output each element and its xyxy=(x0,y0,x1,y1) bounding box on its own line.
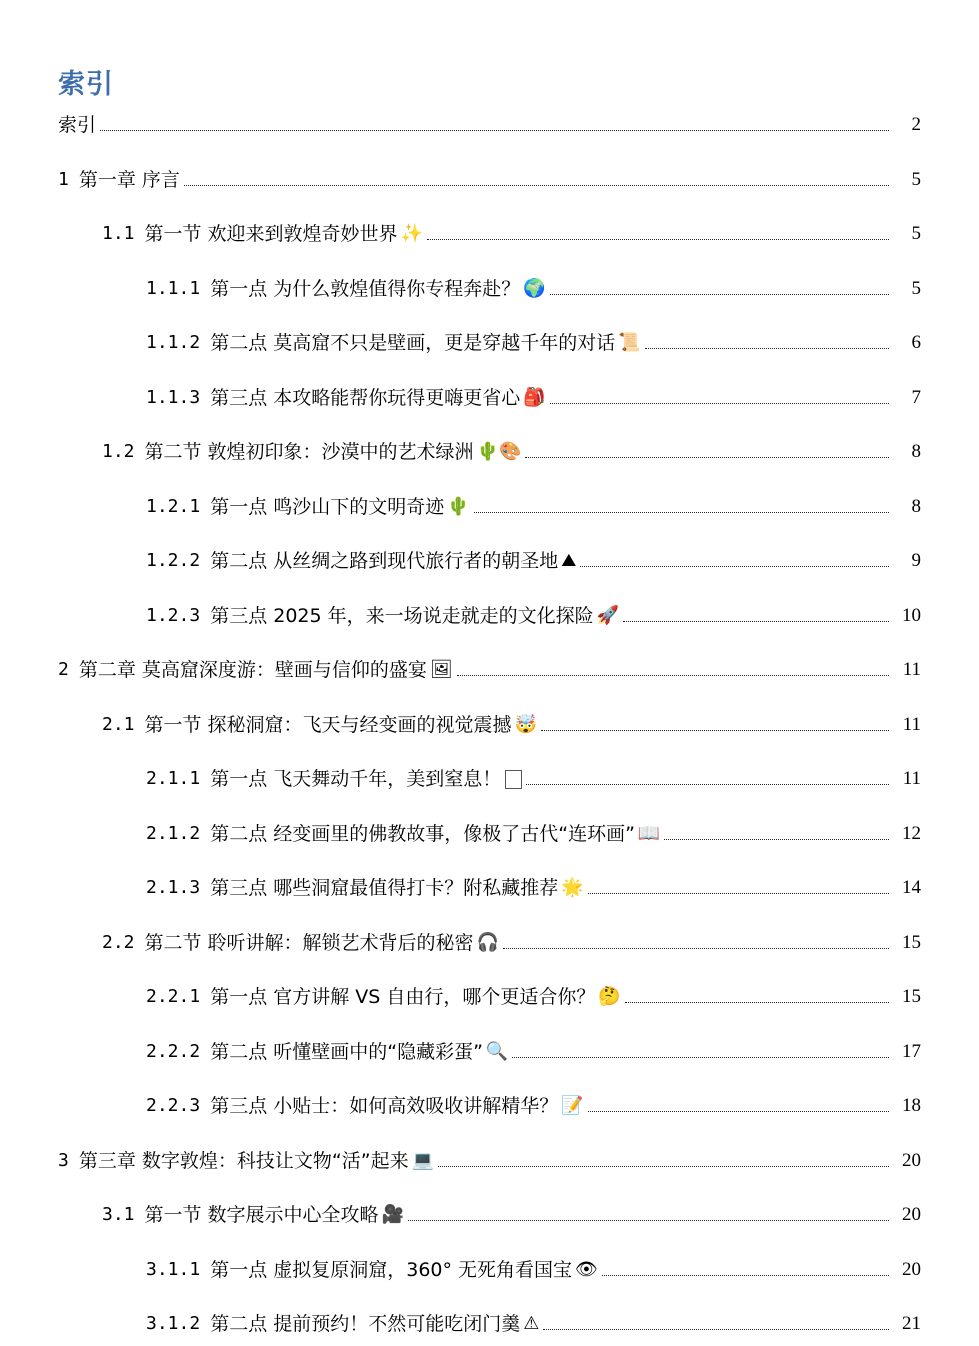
toc-entry[interactable] xyxy=(0,762,979,792)
page-number: 20 xyxy=(902,1258,921,1280)
page-number: 5 xyxy=(911,277,921,299)
toc-entry[interactable] xyxy=(0,817,979,847)
section-title: 第一节 探秘洞窟：飞天与经变画的视觉震撼 xyxy=(144,713,512,736)
page-number: 9 xyxy=(911,550,921,571)
section-title: 第一点 虚拟复原洞窟，360° 无死角看国宝 xyxy=(210,1258,573,1281)
toc-entry[interactable] xyxy=(0,653,979,683)
section-title: 第三章 数字敦煌：科技让文物“活”起来 xyxy=(78,1149,409,1172)
toc-entry-text xyxy=(146,984,621,1010)
page-number: 8 xyxy=(911,495,921,517)
section-number: 1 xyxy=(58,168,69,190)
toc-entry-text xyxy=(146,875,584,901)
section-number: 1.2.3 xyxy=(146,604,201,626)
scroll-icon: 📜 xyxy=(618,332,641,353)
toc-entry-text xyxy=(146,603,619,629)
open-book-icon: 📖 xyxy=(637,822,661,844)
section-title: 第一点 为什么敦煌值得你专程奔赴？ xyxy=(210,277,521,300)
section-number: 2.2.3 xyxy=(146,1095,201,1116)
toc-entry[interactable] xyxy=(0,163,979,193)
section-title: 第一章 序言 xyxy=(78,168,180,191)
toc-entry-text xyxy=(146,276,546,302)
section-title: 第二点 提前预约！不然可能吃闭门羹 xyxy=(210,1313,521,1335)
toc-entry[interactable] xyxy=(0,926,979,956)
page-number: 18 xyxy=(902,1095,921,1116)
toc-entry-text xyxy=(102,712,537,738)
toc-entry[interactable] xyxy=(0,1035,979,1065)
toc-entry-text xyxy=(146,1093,584,1119)
dot-leader xyxy=(645,347,889,349)
toc-entry[interactable] xyxy=(0,544,979,574)
toc-entry-text xyxy=(146,1311,539,1337)
dot-leader xyxy=(580,565,889,567)
section-title: 第三点 小贴士：如何高效吸收讲解精华？ xyxy=(210,1095,559,1117)
page-number: 11 xyxy=(902,659,921,680)
page-number: 17 xyxy=(902,1040,921,1062)
toc-entry-text xyxy=(146,1257,598,1283)
dot-leader xyxy=(602,1274,889,1276)
section-number: 1.1.1 xyxy=(146,277,201,299)
section-title: 第三点 本攻略能帮你玩得更嗨更省心 xyxy=(210,386,521,409)
section-title: 第二点 听懂壁画中的“隐藏彩蛋” xyxy=(210,1040,483,1063)
dot-leader xyxy=(664,838,889,840)
toc-entry[interactable] xyxy=(0,1089,979,1119)
section-title: 第一节 欢迎来到敦煌奇妙世界 xyxy=(144,223,398,245)
dot-leader xyxy=(588,892,889,894)
toc-entry-text xyxy=(146,548,576,574)
framed-picture-icon: 🖼 xyxy=(429,659,453,680)
section-number: 1.2.2 xyxy=(146,550,201,571)
dot-leader xyxy=(541,729,889,731)
toc-entry[interactable] xyxy=(0,326,979,356)
toc-entry[interactable] xyxy=(0,599,979,629)
desert-palette-icon: 🌵🎨 xyxy=(476,441,522,462)
section-title: 第二点 经变画里的佛教故事，像极了古代“连环画” xyxy=(210,822,635,845)
toc-entry-text xyxy=(146,385,546,411)
dot-leader xyxy=(625,1001,889,1003)
eye-icon: 👁 xyxy=(575,1258,598,1280)
dot-leader xyxy=(427,238,889,240)
toc-entry[interactable] xyxy=(0,381,979,411)
section-title: 第二节 聆听讲解：解锁艺术背后的秘密 xyxy=(144,931,474,954)
page-number: 11 xyxy=(902,768,921,789)
dot-leader xyxy=(543,1328,889,1330)
section-number: 1.2 xyxy=(102,441,135,462)
toc-entry-text xyxy=(146,766,522,792)
section-number: 1.2.1 xyxy=(146,495,201,517)
dot-leader xyxy=(457,674,889,676)
section-number: 2.1.3 xyxy=(146,877,201,898)
section-number: 1.1.3 xyxy=(146,386,201,408)
index-title: 索引 xyxy=(58,69,114,100)
page-number: 20 xyxy=(902,1204,921,1225)
page-number: 21 xyxy=(902,1313,921,1334)
section-number: 2.2.1 xyxy=(146,986,201,1007)
toc-entry-text xyxy=(146,821,660,847)
toc-entry-text xyxy=(58,657,453,683)
section-title: 第三点 2025 年，来一场说走就走的文化探险 xyxy=(210,604,594,627)
warning-icon: ⚠ xyxy=(523,1313,540,1334)
backpack-icon: 🎒 xyxy=(523,386,546,408)
page-number: 8 xyxy=(911,441,921,462)
section-title: 第一节 数字展示中心全攻略 xyxy=(144,1204,379,1226)
thinking-face-icon: 🤔 xyxy=(598,986,621,1007)
section-number: 3.1 xyxy=(102,1204,135,1225)
toc-entry[interactable] xyxy=(0,217,979,247)
dot-leader xyxy=(526,783,889,785)
page-number: 15 xyxy=(902,986,921,1007)
section-title: 第一点 官方讲解 VS 自由行，哪个更适合你？ xyxy=(210,986,596,1008)
section-number: 2.2.2 xyxy=(146,1040,201,1062)
dot-leader xyxy=(184,184,889,186)
dot-leader xyxy=(408,1219,889,1221)
dot-leader xyxy=(588,1110,889,1112)
page-number: 14 xyxy=(902,877,921,898)
section-title: 第一点 鸣沙山下的文明奇迹 xyxy=(210,495,445,518)
glowing-star-icon: 🌟 xyxy=(561,877,584,898)
toc-entry[interactable] xyxy=(0,108,979,138)
toc-entry[interactable] xyxy=(0,1198,979,1228)
toc-entry[interactable] xyxy=(0,708,979,738)
toc-entry-text xyxy=(102,930,499,956)
section-title: 第三点 哪些洞窟最值得打卡？附私藏推荐 xyxy=(210,877,559,899)
toc-entry-text xyxy=(146,330,641,356)
section-number: 1.1.2 xyxy=(146,332,201,353)
magnifier-icon: 🔍 xyxy=(485,1040,509,1062)
section-title: 第二节 敦煌初印象：沙漠中的艺术绿洲 xyxy=(144,441,474,463)
movie-camera-icon: 🎥 xyxy=(381,1204,404,1225)
page-number: 7 xyxy=(911,386,921,408)
dot-leader xyxy=(550,293,889,295)
toc-entry-text xyxy=(58,167,180,193)
section-title: 第二点 莫高窟不只是壁画，更是穿越千年的对话 xyxy=(210,332,616,354)
toc-entry[interactable] xyxy=(0,1307,979,1337)
toc-entry-text xyxy=(146,494,470,520)
section-number: 2.2 xyxy=(102,931,135,953)
page-number: 20 xyxy=(902,1149,921,1171)
page-number: 2 xyxy=(911,114,921,135)
dot-leader xyxy=(474,511,889,513)
toc-entry-text xyxy=(58,1148,434,1174)
toc-entry-text xyxy=(102,439,521,465)
section-number: 3 xyxy=(58,1149,69,1171)
page-number: 15 xyxy=(902,931,921,953)
section-number: 3.1.1 xyxy=(146,1258,201,1280)
section-title: 第二章 莫高窟深度游：壁画与信仰的盛宴 xyxy=(78,659,427,681)
page-number: 11 xyxy=(902,713,921,735)
section-number: 1.1 xyxy=(102,223,135,244)
page-number: 5 xyxy=(911,168,921,190)
toc-entry[interactable] xyxy=(0,272,979,302)
dot-leader xyxy=(503,947,889,949)
toc-entry[interactable] xyxy=(0,980,979,1010)
dot-leader xyxy=(512,1056,889,1058)
headphones-icon: 🎧 xyxy=(476,931,499,953)
toc-entry-text xyxy=(146,1039,508,1065)
toc-entry[interactable] xyxy=(0,435,979,465)
section-title: 第一点 飞天舞动千年，美到窒息！ xyxy=(210,768,502,790)
mind-blown-icon: 🤯 xyxy=(514,713,537,735)
memo-icon: 📝 xyxy=(561,1095,584,1116)
section-title: 索引 xyxy=(58,114,97,136)
rocket-icon: 🚀 xyxy=(596,604,620,626)
laptop-icon: 💻 xyxy=(411,1149,434,1171)
dot-leader xyxy=(100,129,889,131)
section-number: 2.1.1 xyxy=(146,768,201,789)
toc-entry[interactable] xyxy=(0,871,979,901)
toc-entry[interactable] xyxy=(0,490,979,520)
desert-icon: 🌵 xyxy=(447,495,470,517)
section-number: 2.1.2 xyxy=(146,822,201,844)
toc-entry-text xyxy=(102,1202,404,1228)
toc-entry[interactable] xyxy=(0,1144,979,1174)
sparkles-icon: ✨ xyxy=(400,223,423,244)
page-number: 12 xyxy=(902,822,921,844)
section-number: 2 xyxy=(58,659,69,680)
page-number: 10 xyxy=(902,604,921,626)
dot-leader xyxy=(438,1165,889,1167)
dot-leader xyxy=(623,620,889,622)
section-number: 3.1.2 xyxy=(146,1313,201,1334)
section-number: 2.1 xyxy=(102,713,135,735)
page-number: 5 xyxy=(911,223,921,244)
mountain-icon: ⛰ xyxy=(561,550,577,571)
flying-saucer-icon: 🌍 xyxy=(523,277,546,299)
page-number: 6 xyxy=(911,332,921,353)
section-title: 第二点 从丝绸之路到现代旅行者的朝圣地 xyxy=(210,550,559,572)
toc-entry-text xyxy=(102,221,423,247)
dot-leader xyxy=(550,402,889,404)
toc-entry[interactable] xyxy=(0,1253,979,1283)
missing-glyph-box-icon xyxy=(505,770,522,789)
toc-entry-text xyxy=(58,112,96,138)
dot-leader xyxy=(525,456,889,458)
